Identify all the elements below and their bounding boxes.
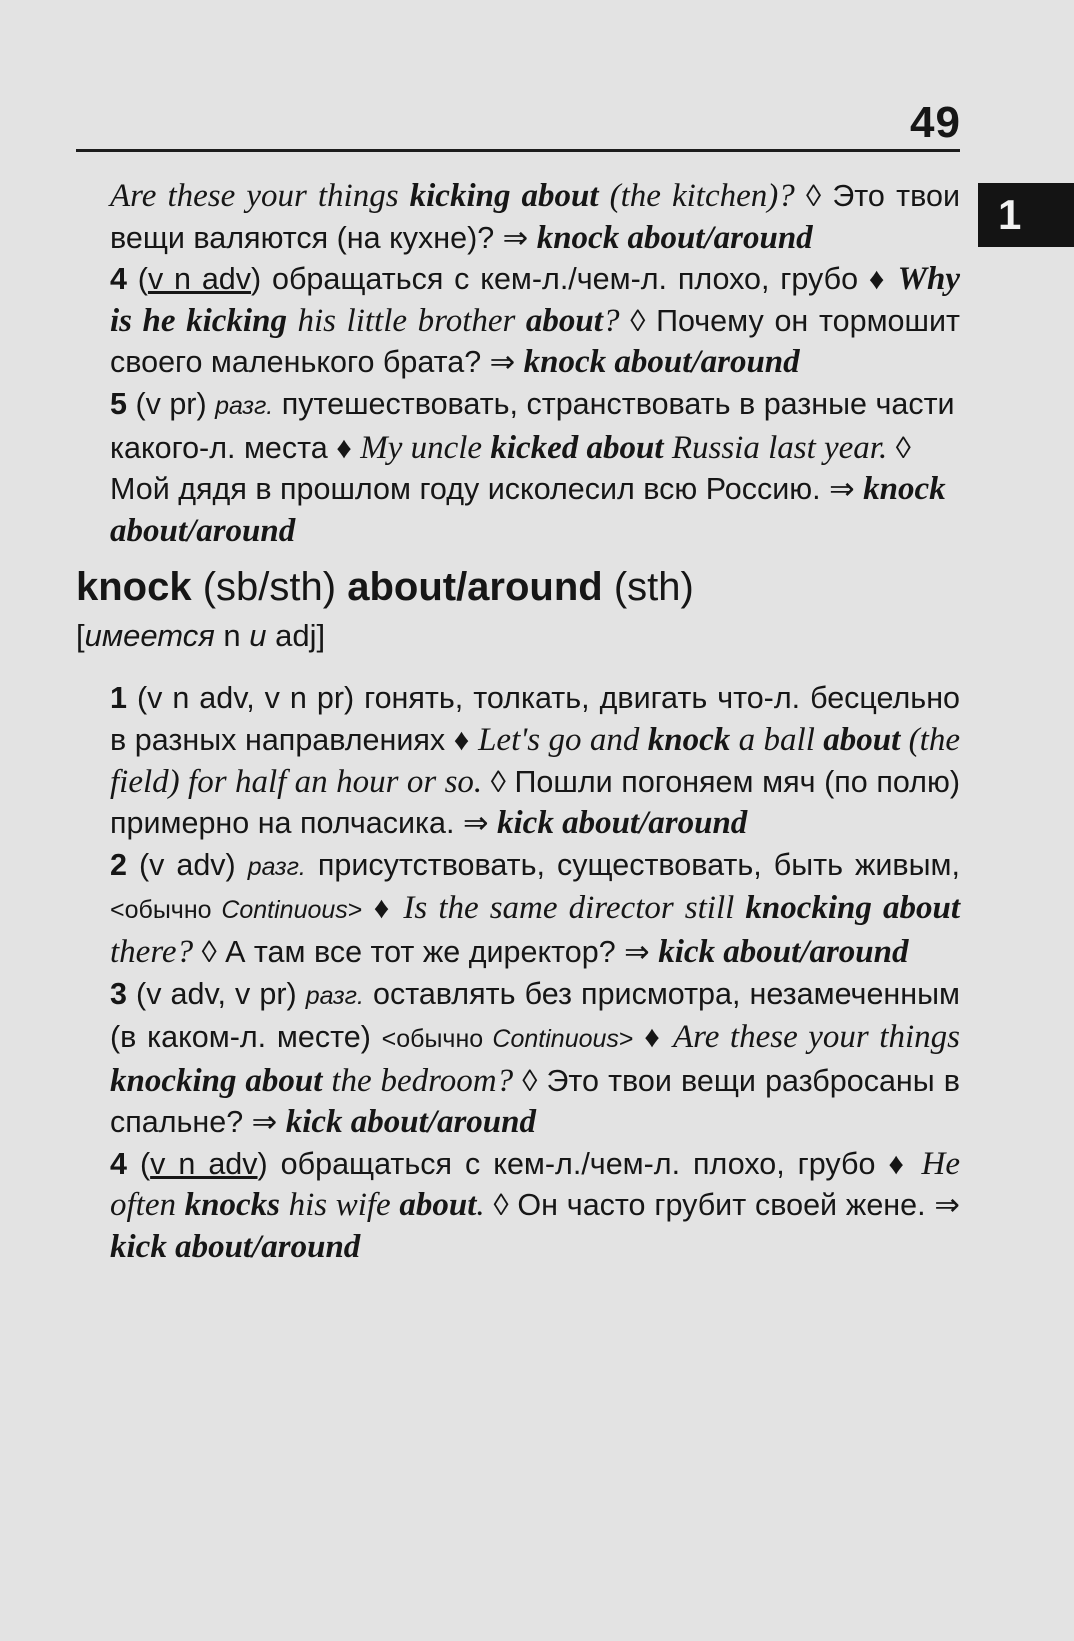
sense-number: 5 [110,386,127,421]
grammar-pattern: v n adv [150,1146,258,1181]
sense-5 [110,384,960,552]
cross-reference: kick about/around [110,1229,361,1266]
translation: ◊ Он часто грубит своей жене. ⇒ [484,1188,960,1223]
sense-number: 3 [110,976,127,1011]
usage-note: <обычно Continuous> [110,896,363,925]
cross-reference: knock about/around [536,219,813,256]
register-label: разг. [215,391,274,420]
register-label: разг. [247,852,306,881]
sense-3 [110,974,960,1144]
sense-number: 1 [110,681,127,716]
translation: ◊ Пошли погоняем мяч (по полю) примерно на полчасика. ⇒ [110,764,960,841]
definition: присутствовать, существовать, быть живым, [305,847,960,882]
definition: гонять, толкать, двигать что-л. бесцельно в разных направлениях ♦ [110,681,960,757]
sense-number: 2 [110,847,127,882]
grammar-pattern: (v n adv, v n pr) [126,681,365,716]
translation: ◊ А там все тот же директор? ⇒ [193,934,659,969]
sense-4: 4 (v n adv) обращаться с кем-л./чем-л. плохо, грубо ♦ Why is he kicking his little brother about? ◊ Почему он тормошит своего маленького брата? ⇒ knock about/around [110,261,960,381]
example-text: Let's go and knock a ball about (the field) for half an hour or so. [110,721,960,800]
cross-reference: kick about/around [658,933,909,970]
example-text: Why is he kicking his little brother about? [110,261,960,339]
translation: ◊ Почему он тормошит своего маленького брата? ⇒ [110,303,960,380]
example-text: Are these your things knocking about the bedroom? [110,1019,960,1099]
example-text: Are these your things kicking about (the kitchen)? [110,178,795,214]
cross-reference: kick about/around [497,805,748,842]
entry-forms-note: [имеется n и adj] [76,618,326,654]
example-bullet: ♦ [362,891,404,926]
register-label: разг. [305,981,364,1010]
cross-reference: knock about/around [523,344,800,381]
grammar-pattern: v n adv [147,262,251,297]
header-rule [76,149,960,152]
sense-number: 4 [110,1146,127,1181]
sense-1 [110,678,960,844]
definition: ) обращаться с кем-л./чем-л. плохо, грубо ♦ [251,262,898,297]
sense-3-continued [110,176,960,259]
section-thumb-tab: 1 [978,183,1074,247]
entry-headword: knock (sb/sth) about/around (sth) [76,565,694,610]
sense-number: 4 [110,262,127,297]
definition: оставлять без присмотра, незамеченным (в каком-л. месте) [110,976,960,1055]
example-text: My uncle kicked about Russia last year. [360,429,888,466]
cross-reference: kick about/around [285,1104,537,1141]
translation: ◊ Мой дядя в прошлом году исколесил всю Россию. ⇒ [110,430,911,507]
cross-reference: knock about/around [110,471,946,549]
translation: ◊ Это твои вещи разбросаны в спальне? ⇒ [110,1063,960,1140]
example-text: He often knocks his wife about. [110,1145,960,1224]
grammar-pattern: (v adv, v pr) [126,976,306,1011]
dictionary-column [76,176,960,1269]
sense-4b: 4 (v n adv) обращаться с кем-л./чем-л. плохо, грубо ♦ He often knocks his wife about. ◊ Он часто грубит своей жене. ⇒ kick about/around [110,1145,960,1266]
grammar-pattern: (v adv) [126,847,248,882]
definition: ) обращаться с кем-л./чем-л. плохо, грубо ♦ [257,1146,922,1181]
definition: путешествовать, странствовать в разные части какого-л. места ♦ [110,386,955,465]
example-bullet: ♦ [633,1020,673,1055]
usage-note: <обычно Continuous> [381,1025,634,1054]
example-text: Is the same director still knocking about there? [110,890,960,970]
grammar-pattern: (v pr) [126,386,216,421]
sense-2 [110,845,960,974]
page-number: 49 [910,98,961,147]
translation: ◊ Это твои вещи валяются (на кухне)? ⇒ [110,179,960,255]
